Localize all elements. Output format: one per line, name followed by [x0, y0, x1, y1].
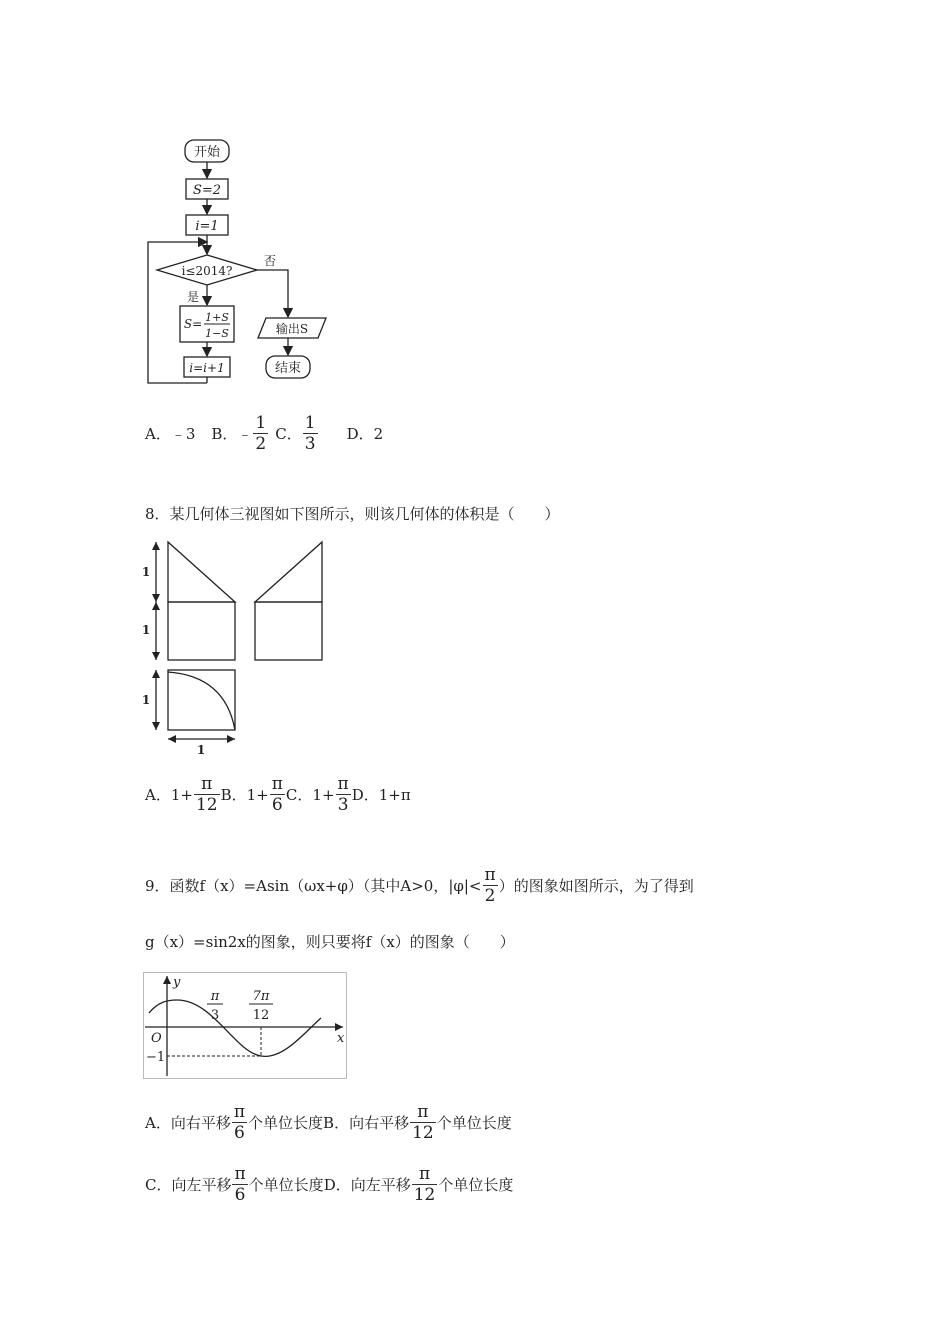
graph-x-label: x: [337, 1031, 345, 1046]
q8-options: [145, 771, 411, 817]
dim-label-front-top: 1: [141, 565, 151, 579]
dim-label-front-bottom: 1: [141, 623, 151, 637]
flowchart-s-init-text: S=2: [192, 183, 222, 198]
dim-label-top-width: 1: [196, 743, 206, 757]
q9-stem-line1: [145, 862, 694, 908]
flowchart-update-lhs: S=: [183, 317, 203, 331]
q7-option-b-prefix: B．﹣: [211, 424, 253, 443]
flowchart-increment-text: i=i+1: [189, 361, 225, 375]
q8-option-b-fraction: $\frac{\pi}{6}$: [271, 773, 283, 815]
q7-option-c-prefix: C．: [275, 424, 302, 443]
q9-stem-fraction: $\frac{\pi}{2}$: [484, 864, 496, 906]
q8-option-c-fraction: $\frac{\pi}{3}$: [337, 773, 349, 815]
q7-option-c-fraction: $\frac{1}{3}$: [304, 412, 316, 454]
graph-origin-label: O: [151, 1031, 162, 1046]
flowchart-figure: [140, 135, 340, 390]
q9-stem-line2: g（x）=sin2x的图象，则只要将f（x）的图象（ ）: [145, 933, 515, 951]
flowchart-update-den: 1−S: [205, 327, 229, 340]
q9-option-b-prefix: B．向右平移: [323, 1113, 410, 1132]
flowchart-i-init-text: i=1: [195, 219, 219, 234]
graph-tick2-den: 12: [252, 1008, 270, 1023]
q9-option-d-prefix: D．向左平移: [323, 1175, 411, 1194]
sine-graph-figure: [143, 972, 348, 1080]
q9-option-a-suffix: 个单位长度: [248, 1113, 324, 1132]
q9-option-c-suffix: 个单位长度: [248, 1175, 324, 1194]
q9-option-c-fraction: $\frac{\pi}{6}$: [234, 1163, 246, 1205]
q9-option-c-prefix: C．向左平移: [145, 1175, 232, 1194]
q8-option-a-prefix: A．1+: [145, 785, 193, 804]
flowchart-update-num: 1+S: [205, 311, 229, 324]
flowchart-output-text: 输出S: [275, 322, 309, 336]
q7-option-a: A．﹣3: [145, 424, 196, 443]
q9-options-cd: [145, 1161, 513, 1207]
graph-neg-one-label: −1: [146, 1050, 166, 1065]
q7-options: [145, 412, 383, 454]
q8-stem: 8．某几何体三视图如下图所示，则该几何体的体积是（ ）: [145, 505, 560, 523]
graph-tick2-num: 7π: [252, 989, 270, 1004]
q8-option-c-prefix: C．1+: [285, 785, 335, 804]
graph-tick1-den: 3: [210, 1008, 220, 1023]
q9-stem-part2: ）的图象如图所示，为了得到: [498, 876, 694, 895]
flowchart-start-text: 开始: [193, 145, 221, 160]
q8-option-d: D．1+π: [351, 785, 411, 804]
q9-option-b-suffix: 个单位长度: [436, 1113, 512, 1132]
q8-option-a-fraction: $\frac{\pi}{12}$: [195, 773, 218, 815]
q9-option-d-fraction: $\frac{\pi}{12}$: [413, 1163, 436, 1205]
flowchart-condition-text: i≤2014?: [181, 264, 233, 278]
dim-label-top-height: 1: [141, 693, 151, 707]
q9-option-d-suffix: 个单位长度: [438, 1175, 514, 1194]
graph-tick1-num: π: [210, 989, 220, 1004]
q7-option-d: D．2: [346, 424, 384, 443]
q9-option-a-prefix: A．向右平移: [145, 1113, 231, 1132]
graph-y-label: y: [173, 975, 181, 990]
flowchart-no-label: 否: [263, 254, 277, 268]
flowchart-end-text: 结束: [274, 361, 302, 376]
q9-options-ab: [145, 1099, 512, 1145]
three-view-figure: [140, 536, 330, 758]
flowchart-yes-label: 是: [186, 290, 200, 304]
q9-option-b-fraction: $\frac{\pi}{12}$: [412, 1101, 434, 1143]
q9-option-a-fraction: $\frac{\pi}{6}$: [233, 1101, 246, 1143]
q8-option-b-prefix: B．1+: [220, 785, 269, 804]
q9-stem-part1: 9．函数f（x）=Asin（ωx+φ）（其中A>0，|φ|<: [145, 876, 482, 895]
q7-option-b-fraction: $\frac{1}{2}$: [255, 412, 267, 454]
